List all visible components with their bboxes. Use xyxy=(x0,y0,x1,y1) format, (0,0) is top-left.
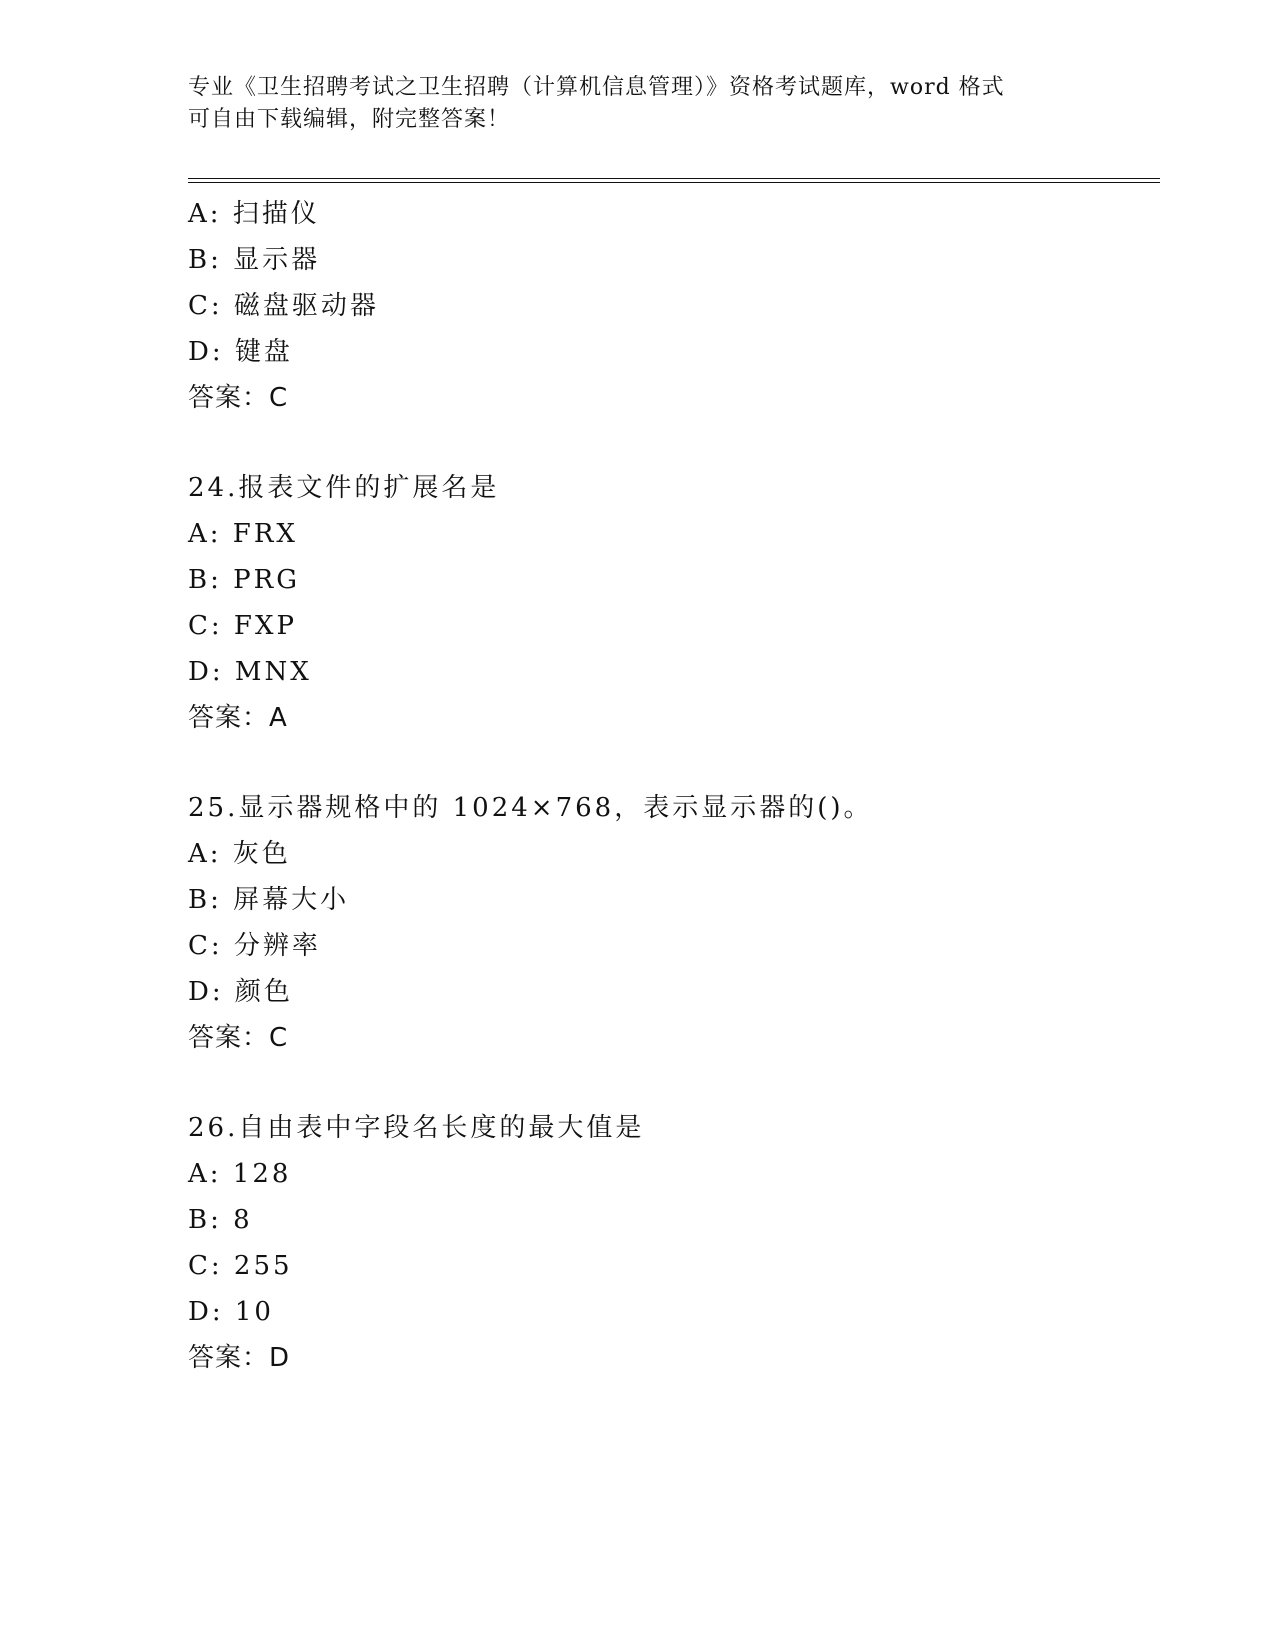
option-d: D: 颜色 xyxy=(188,977,293,1007)
option-c: C: 磁盘驱动器 xyxy=(188,291,379,321)
question-25 xyxy=(188,785,1158,1061)
question-text: 24.报表文件的扩展名是 xyxy=(188,473,500,503)
option-d: D: 10 xyxy=(188,1297,274,1327)
answer-text: 答案：A xyxy=(188,703,288,733)
option-b: B: 显示器 xyxy=(188,245,321,275)
option-a: A: 扫描仪 xyxy=(188,199,320,229)
option-a: A: 128 xyxy=(188,1159,292,1189)
option-b: B: 8 xyxy=(188,1205,253,1235)
document-header xyxy=(188,72,1088,136)
header-divider xyxy=(188,178,1160,183)
answer-text: 答案：C xyxy=(188,383,289,413)
question-23-continued xyxy=(188,191,1158,421)
option-d: D: MNX xyxy=(188,657,312,687)
option-c: C: 分辨率 xyxy=(188,931,321,961)
question-text: 26.自由表中字段名长度的最大值是 xyxy=(188,1113,645,1143)
option-b: B: 屏幕大小 xyxy=(188,885,350,915)
question-list xyxy=(188,191,1158,1425)
option-d: D: 键盘 xyxy=(188,337,293,367)
option-b: B: PRG xyxy=(188,565,300,595)
option-a: A: 灰色 xyxy=(188,839,291,869)
question-text: 25.显示器规格中的 1024×768，表示显示器的()。 xyxy=(188,793,873,823)
question-26 xyxy=(188,1105,1158,1381)
option-a: A: FRX xyxy=(188,519,298,549)
answer-text: 答案：D xyxy=(188,1343,291,1373)
answer-text: 答案：C xyxy=(188,1023,289,1053)
option-c: C: FXP xyxy=(188,611,297,641)
option-c: C: 255 xyxy=(188,1251,293,1281)
header-line-2: 可自由下载编辑，附完整答案！ xyxy=(188,107,511,132)
question-24 xyxy=(188,465,1158,741)
header-line-1: 专业《卫生招聘考试之卫生招聘（计算机信息管理）》资格考试题库，word 格式 xyxy=(188,75,1005,100)
